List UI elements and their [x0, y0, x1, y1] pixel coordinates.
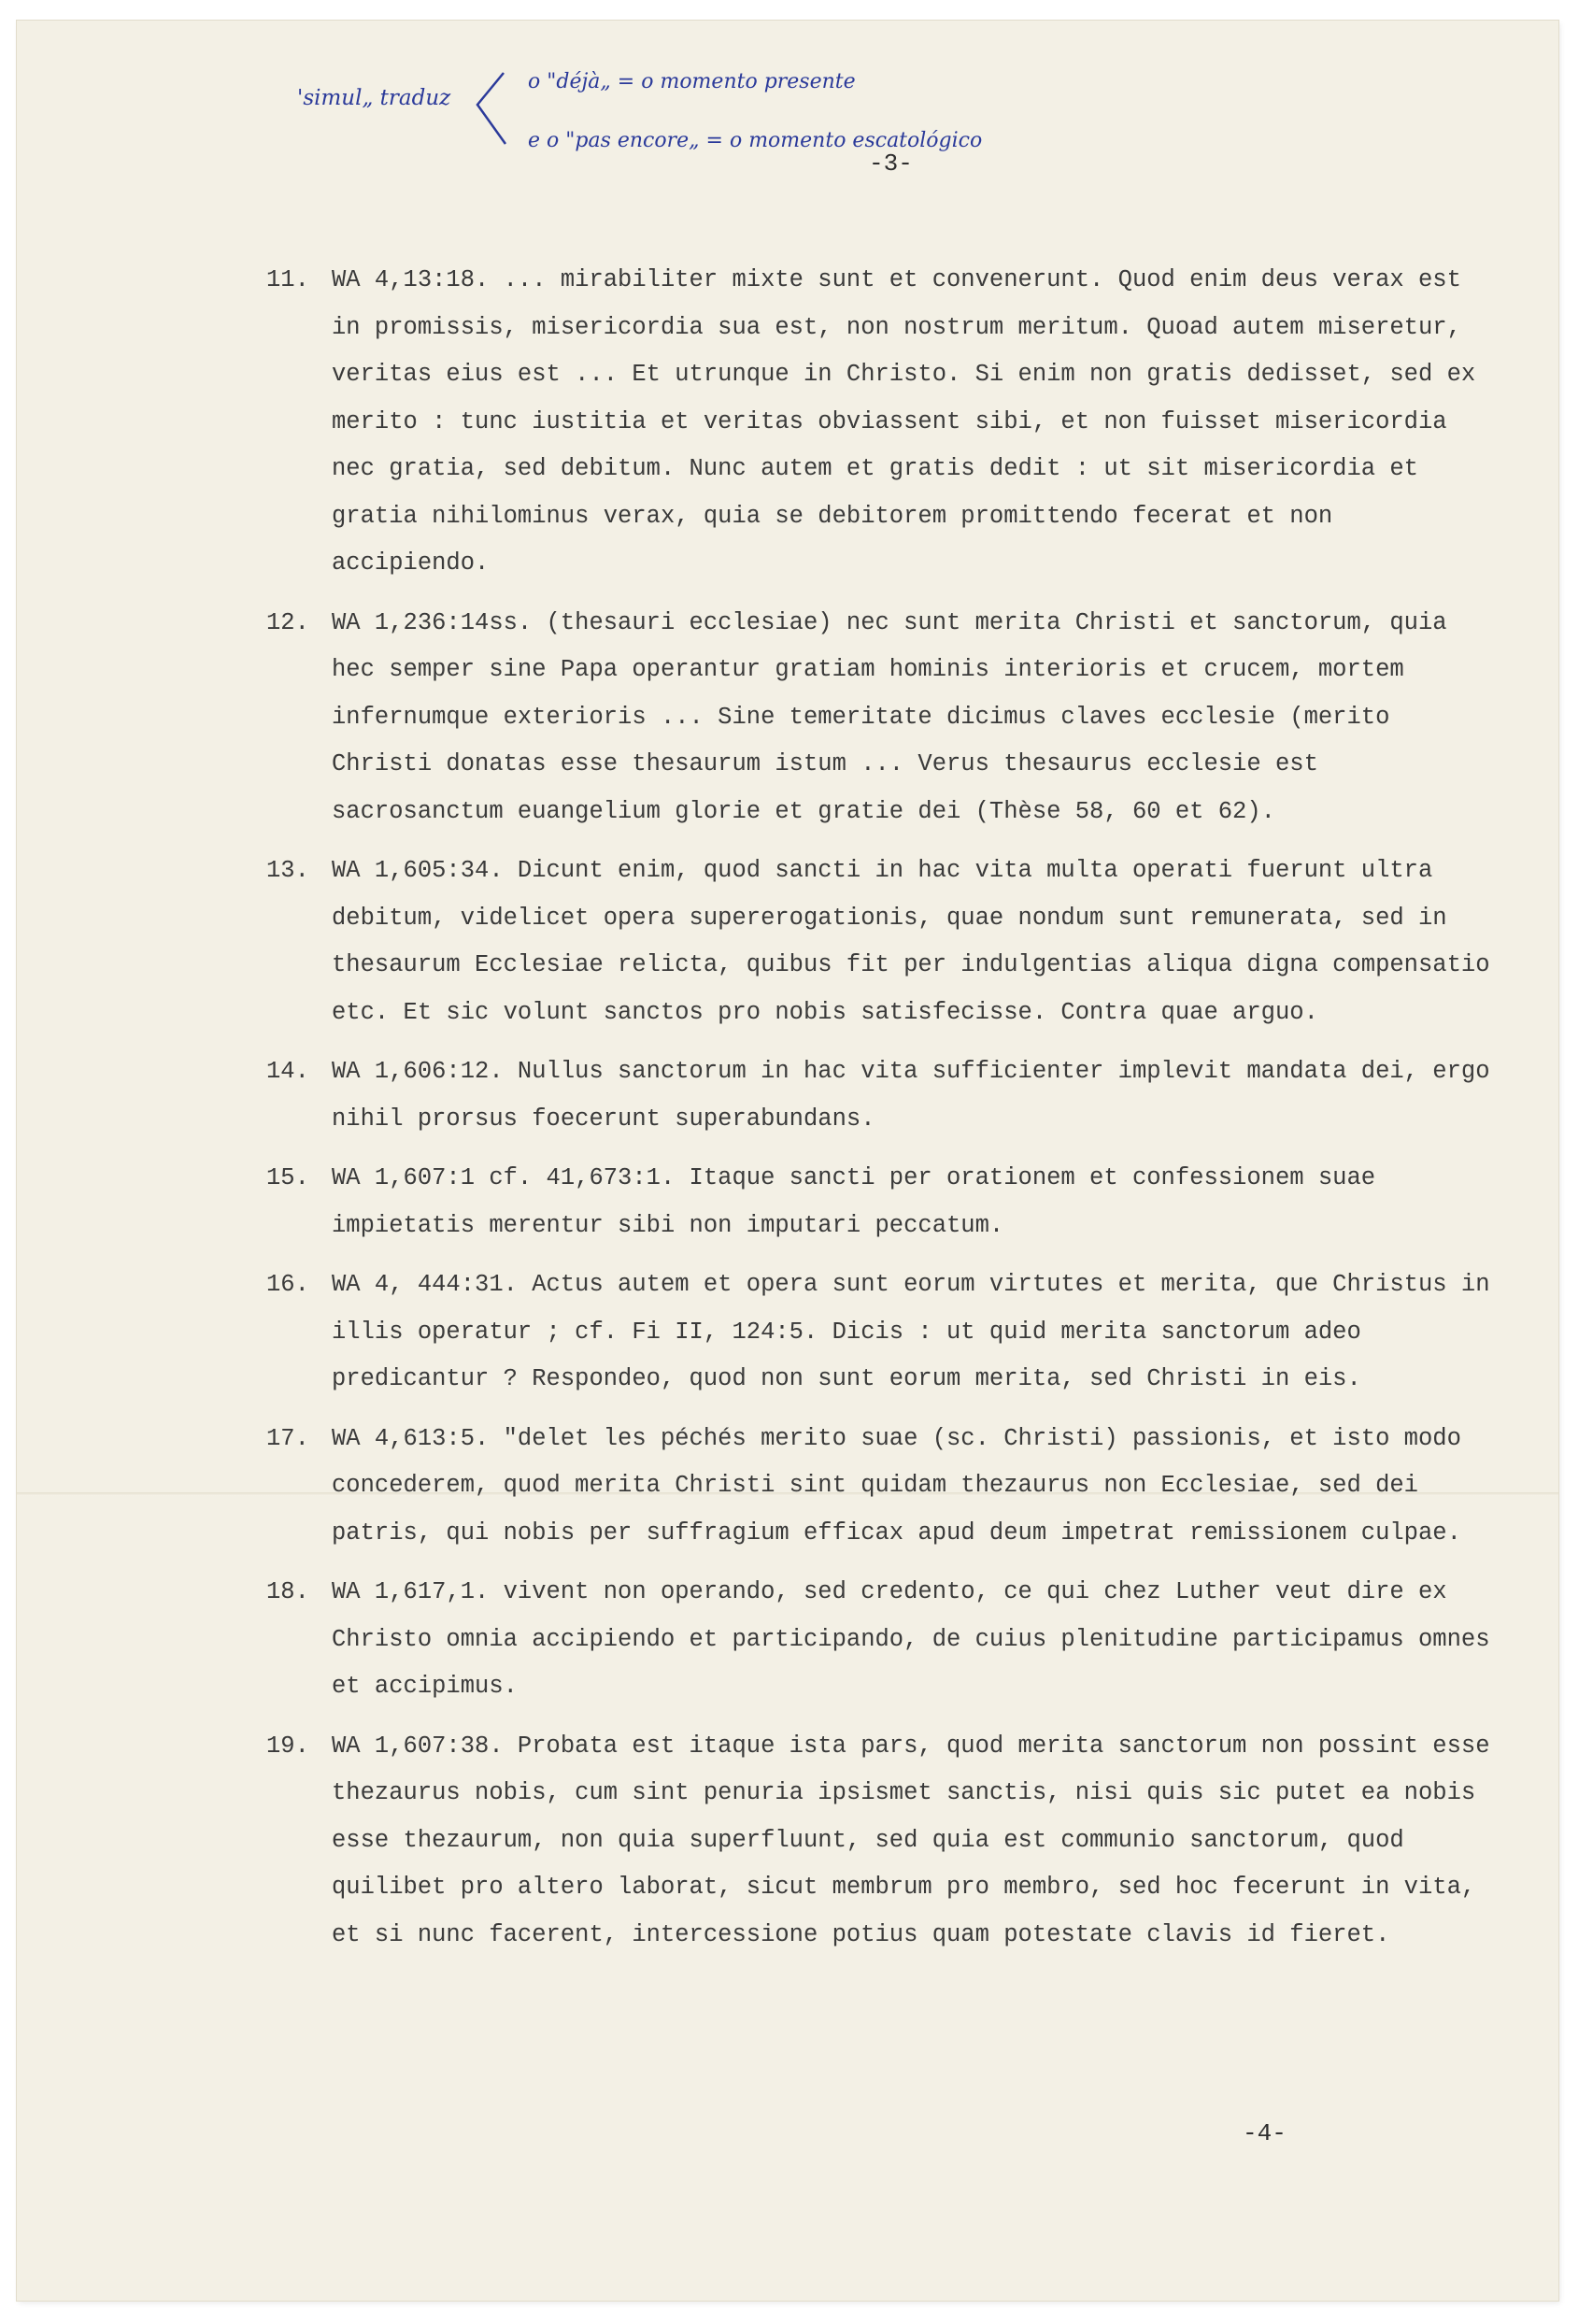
note-number: 18. [266, 1578, 309, 1605]
note-number: 13. [266, 857, 309, 884]
note-item [266, 600, 1500, 836]
note-text: WA 1,607:38. Probata est itaque ista pars, quod merita sanctorum non possint esse thezaurus nobis, cum sint penuria ipsismet sanctis, nisi quis sic putet ea nobis esse thezaurum, non quia superfluunt, sed quia est communio sanctorum, quod quilibet pro altero laborat, sicut membrum pro membro, sed hoc fecerunt in vita, et si nunc facerent, intercessione potius quam potestate clavis id fieret. [332, 1732, 1490, 1948]
page-number: -3- [869, 150, 913, 178]
note-number: 12. [266, 608, 309, 636]
note-text: WA 4, 444:31. Actus autem et opera sunt eorum virtutes et merita, que Christus in illis operatur ; cf. Fi II, 124:5. Dicis : ut quid merita sanctorum adeo predicantur ? Respondeo, quod non sunt eorum merita, sed Christi in eis. [332, 1271, 1490, 1392]
note-number: 15. [266, 1164, 309, 1191]
note-item [266, 848, 1500, 1036]
notes-list [266, 257, 1500, 1971]
note-text: WA 1,236:14ss. (thesauri ecclesiae) nec sunt merita Christi et sanctorum, quia hec semper sine Papa operantur gratiam hominis interioris et crucem, mortem infernumque exterioris ... Sine temeritate dicimus claves ecclesie (merito Christi donatas esse thesaurum istum ... Verus thesaurus ecclesie est sacrosanctum euangelium glorie et gratie dei (Thèse 58, 60 et 62). [332, 608, 1447, 825]
note-number: 16. [266, 1271, 309, 1298]
note-text: WA 1,607:1 cf. 41,673:1. Itaque sancti per orationem et confessionem suae impietatis merentur sibi non imputari peccatum. [332, 1164, 1376, 1239]
note-number: 14. [266, 1058, 309, 1085]
note-item [266, 1262, 1500, 1404]
annotation-top: o "déjà„ = o momento presente [528, 70, 856, 93]
note-number: 17. [266, 1424, 309, 1452]
annotation-bottom: e o "pas encore„ = o momento escatológico [528, 129, 983, 152]
note-text: WA 1,617,1. vivent non operando, sed credento, ce qui chez Luther veut dire ex Christo omnia accipiendo et participando, de cuius plenitudine participamus omnes et accipimus. [332, 1578, 1490, 1700]
note-text: WA 1,605:34. Dicunt enim, quod sancti in hac vita multa operati fuerunt ultra debitum, videlicet opera supererogationis, quae nondum sunt remunerata, sed in thesaurum Ecclesiae relicta, quibus fit per indulgentias aliqua digna compensatio etc. Et sic volunt sanctos pro nobis satisfecisse. Contra quae arguo. [332, 857, 1490, 1026]
note-number: 11. [266, 266, 309, 293]
brace-icon [472, 65, 509, 150]
note-text: WA 4,613:5. "delet les péchés merito suae (sc. Christi) passionis, et isto modo concederem, quod merita Christi sint quidam thezaurus non Ecclesiae, sed dei patris, qui nobis per suffragium efficax apud deum impetrat remissionem culpae. [332, 1424, 1461, 1547]
note-number: 19. [266, 1732, 309, 1760]
note-item [266, 257, 1500, 588]
note-item [266, 1569, 1500, 1711]
note-item [266, 1155, 1500, 1249]
next-page-number: -4- [1243, 2119, 1287, 2147]
note-item [266, 1048, 1500, 1143]
note-item [266, 1416, 1500, 1558]
note-text: WA 1,606:12. Nullus sanctorum in hac vita sufficienter implevit mandata dei, ergo nihil prorsus foecerunt superabundans. [332, 1058, 1490, 1133]
note-item [266, 1723, 1500, 1960]
note-text: WA 4,13:18. ... mirabiliter mixte sunt et convenerunt. Quod enim deus verax est in promissis, misericordia sua est, non nostrum meritum. Quoad autem miseretur, veritas eius est ... Et utrunque in Christo. Si enim non gratis dedisset, sed ex merito : tunc iustitia et veritas obviassent sibi, et non fuisset misericordia nec gratia, sed debitum. Nunc autem et gratis dedit : ut sit misericordia et gratia nihilominus verax, quia se debitorem promittendo fecerat et non accipiendo. [332, 266, 1476, 577]
annotation-left: 'simul„ traduz [297, 86, 451, 110]
